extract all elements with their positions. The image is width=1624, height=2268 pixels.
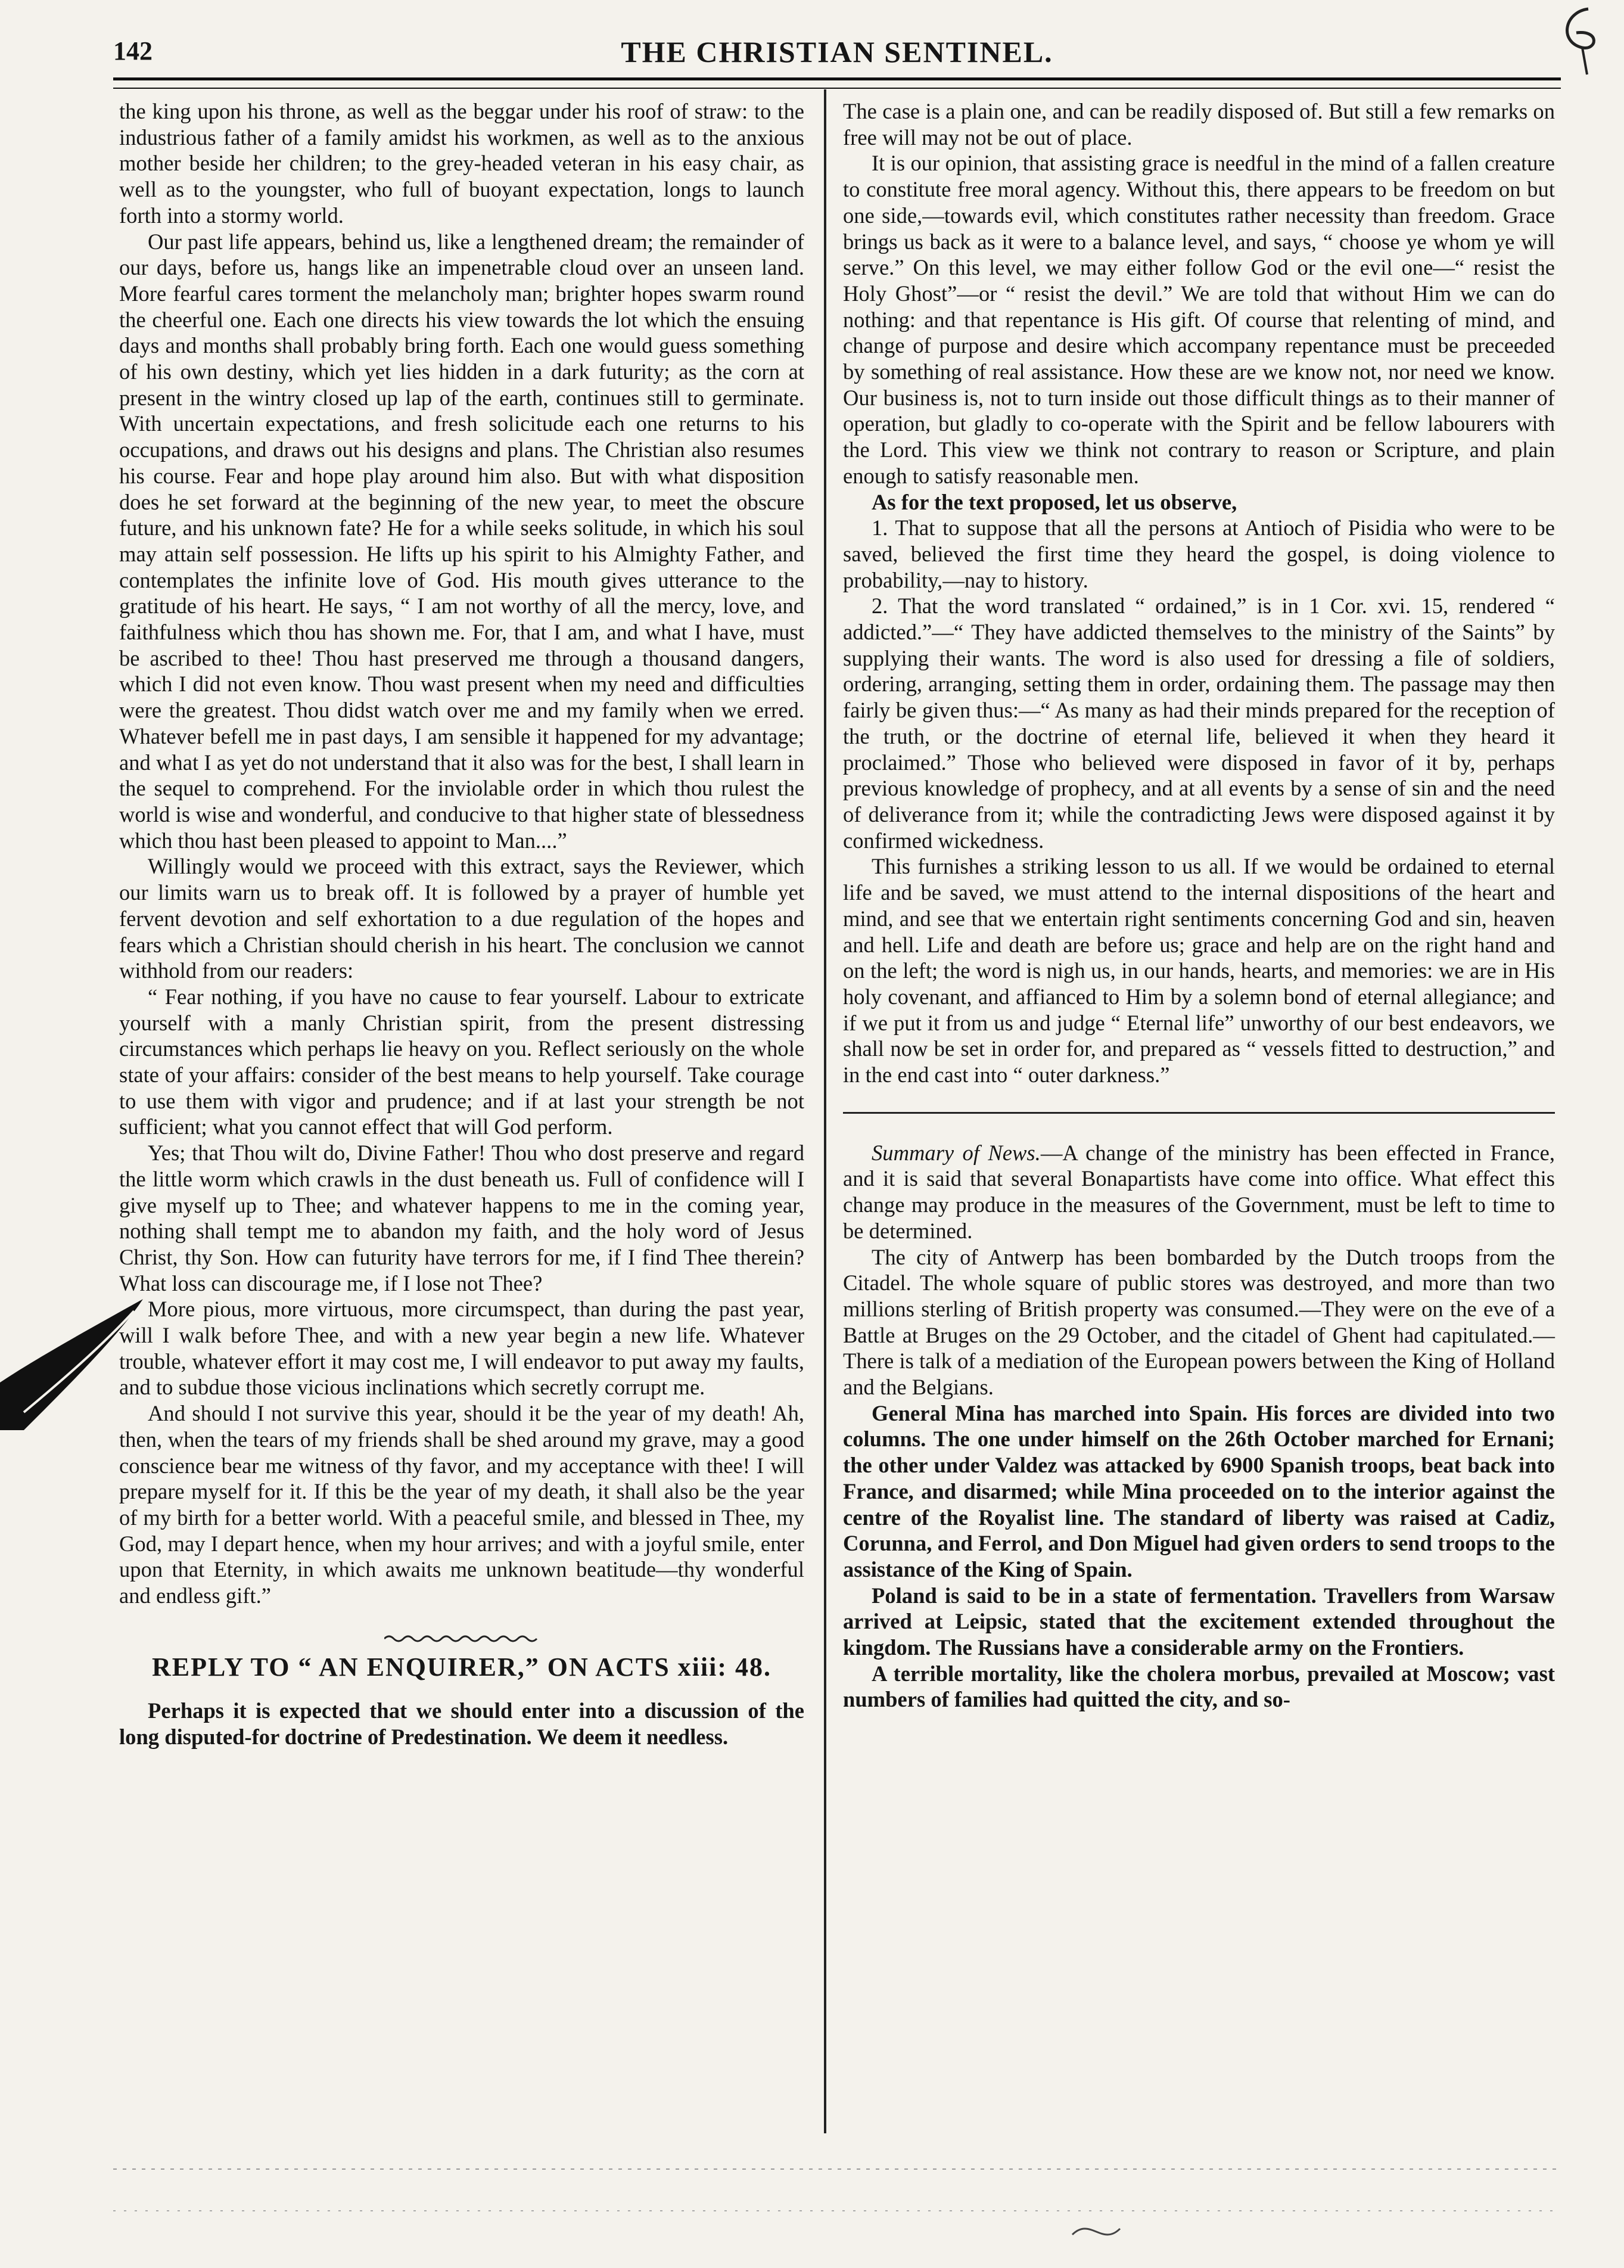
section-separator bbox=[119, 1624, 804, 1636]
article-paragraph: “ Fear nothing, if you have no cause to fear yourself. Labour to extricate yourself with a manly Christian spirit, from the present distressing circumstances which perhaps lie heavy on you. Reflect seriously on the whole state of your affairs: consider of the best means to help yourself. Take courage to use them with vigor and prudence; and if at last your strength be not sufficient; what you cannot effect that will God perform. bbox=[119, 984, 804, 1139]
article-paragraph: Our past life appears, behind us, like a lengthened dream; the remainder of our days, before us, hangs like an impenetrable cloud over an unseen land. More fearful cares torment the melancholy man; brighter hopes swarm round the cheerful one. Each one directs his view towards the lot which the ensuing days and months shall probably bring forth. Each one would guess something of his own destiny, which yet lies hidden in a dark futurity; as the corn at present in the wintry closed up lap of the earth, continues still to germinate. With uncertain expectations, and fresh solicitude each one returns to his occupations, and draws out his designs and plans. The Christian also resumes his course. Fear and hope play around him also. But with what disposition does he set forward at the beginning of the new year, to meet the obscure future, and his unknown fate? He for a while seeks solitude, in which his soul may attain self possession. He lifts up his spirit to his Almighty Father, and contemplates the infinite love of God. His mouth gives utterance to the gratitude of his heart. He says, “ I am not worthy of all the mercy, love, and faithfulness which thou has shown me. For, that I am, and what I have, must be ascribed to thee! Thou hast preserved me through a thousand dangers, which I did not even know. Thou wast present when my need and difficulties were the greatest. Thou didst watch over me and my family when we erred. Whatever befell me in past days, I am sensible it happened for my advantage; and what I as yet do not understand that it also was for the best, I shall learn in the sequel to comprehend. For the inviolable order in which thou rulest the world is wise and wonderful, and conducive to that higher state of blessedness which thou hast been pleased to appoint to Man....” bbox=[119, 229, 804, 853]
news-paragraph: Poland is said to be in a state of fermentation. Travellers from Warsaw arrived at Leipsic, stated that the excitement extended throughout the kingdom. The Russians have a considerable army on the Frontiers. bbox=[843, 1583, 1555, 1660]
page-number: 142 bbox=[113, 36, 153, 66]
news-paragraph: The city of Antwerp has been bombarded by the Dutch troops from the Citadel. The whole square of public stores was destroyed, and more than two millions sterling of British property was consumed.—They were on the eve of a Battle at Bruges on the 29 October, and the citadel of Ghent had capitulated.—There is talk of a mediation of the European powers between the King of Holland and the Belgians. bbox=[843, 1244, 1555, 1400]
news-paragraph: General Mina has marched into Spain. His forces are divided into two columns. The one under himself on the 26th October marched for Ernani; the other under Valdez was attacked by 6900 Spanish troops, beat back into France, and disarmed; while Mina proceeded on to the interior against the centre of the Royalist line. The standard of liberty was raised at Cadiz, Corunna, and Ferrol, and Don Miguel had given orders to send troops to the assistance of the King of Spain. bbox=[843, 1400, 1555, 1582]
article-paragraph: Perhaps it is expected that we should enter into a discussion of the long disputed-for doctrine of Predestination. We deem it needless. bbox=[119, 1698, 804, 1750]
article-paragraph: 1. That to suppose that all the persons at Antioch of Pisidia who were to be saved, believed the first time they heard the gospel, is doing violence to probability,—nay to history. bbox=[843, 515, 1555, 592]
article-paragraph: Willingly would we proceed with this extract, says the Reviewer, which our limits warn us to break off. It is followed by a prayer of humble yet fervent devotion and self exhortation to a due regulation of the hopes and fears which a Christian should cherish in his heart. The conclusion we cannot withhold from our readers: bbox=[119, 854, 804, 983]
article-paragraph: the king upon his throne, as well as the beggar under his roof of straw: to the industrious father of a family amidst his workmen, as well as to the anxious mother beside her children; to the grey-headed veteran in his easy chair, as well as to the youngster, who full of buoyant expectation, longs to launch forth into a stormy world. bbox=[119, 99, 804, 228]
news-text: —A change of the ministry has been effected in France, and it is said that several Bonapartists have come into office. What effect this change may produce in the measures of the Government, must be left to time to be determined. bbox=[843, 1140, 1555, 1243]
left-column bbox=[119, 98, 804, 1750]
news-separator bbox=[843, 1112, 1555, 1116]
reply-heading: REPLY TO “ AN ENQUIRER,” ON ACTS xiii: 48. bbox=[152, 1652, 771, 1682]
article-paragraph: This furnishes a striking lesson to us all. If we would be ordained to eternal life and be saved, we must attend to the internal dispositions of the heart and mind, and see that we entertain right sentiments concerning God and sin, heaven and hell. Life and death are before us; grace and help are on the right hand and on the left; the word is nigh us, in our hands, hearts, and memories: we are in His holy covenant, and affianced to Him by a solemn bond of eternal allegiance; and if we put it from us and judge “ Eternal life” unworthy of our best endeavors, we shall now be set in order for, and prepared as “ vessels fitted to destruction,” and in the end cast into “ outer darkness.” bbox=[843, 854, 1555, 1088]
news-paragraph bbox=[843, 1140, 1555, 1244]
article-paragraph: Yes; that Thou wilt do, Divine Father! Thou who dost preserve and regard the little worm which crawls in the dust beneath us. Full of confidence will I give myself up to Thee; and whatever happens to me in the coming year, nothing shall tempt me to abandon my faith, and the holy word of Jesus Christ, thy Son. How can futurity have terrors for me, if I find Thee therein? What loss can discourage me, if I lose not Thee? bbox=[119, 1141, 804, 1295]
article-paragraph: And should I not survive this year, should it be the year of my death! Ah, then, when the tears of my friends shall be shed around my grave, may a good conscience bear me witness of thy favor, and my acceptance with thee! I will prepare myself for it. If this be the year of my death, it shall also be the year of my birth for a better world. With a peaceful smile, and blessed in Thee, my God, may I depart hence, when my hour arrives; and with a joyful smile, enter upon that Eternity, in which awaits me unknown beatitude—thy wonderful and endless gift.” bbox=[119, 1401, 804, 1608]
article-paragraph: More pious, more virtuous, more circumspect, than during the past year, will I walk before Thee, and with a new year begin a new life. Whatever trouble, whatever effort it may cost me, I will endeavor to put away my faults, and to subdue those vicious inclinations which secretly corrupt me. bbox=[119, 1297, 804, 1400]
column-divider bbox=[824, 89, 826, 2133]
article-paragraph: The case is a plain one, and can be readily disposed of. But still a few remarks on free will may not be out of place. bbox=[843, 99, 1555, 150]
article-paragraph: It is our opinion, that assisting grace is needful in the mind of a fallen creature to constitute free moral agency. Without this, there appears to be freedom on but one side,—towards evil, which constitutes rather necessity than freedom. Grace brings us back as it were to a balance level, and says, “ choose ye whom ye will serve.” On this level, we may either follow God or the evil one—“ resist the Holy Ghost”—or “ resist the devil.” We are told that without Him we can do nothing: and that repentance is His gift. Of course that relenting of mind, and change of purpose and desire which accompany repentance must be preceeded by something of real assistance. How these are we know not, nor need we know. Our business is, not to turn inside out those difficult things as to their manner of operation, but gladly to co-operate with the Spirit and be fellow labourers with the Lord. This view we think not contrary to reason or Scripture, and plain enough to satisfy reasonable men. bbox=[843, 151, 1555, 488]
article-paragraph: As for the text proposed, let us observe, bbox=[872, 489, 1237, 514]
news-paragraph: A terrible mortality, like the cholera morbus, prevailed at Moscow; vast numbers of families had quitted the city, and so- bbox=[843, 1661, 1555, 1712]
header-rule bbox=[113, 77, 1561, 89]
pen-nib-mark bbox=[0, 1293, 149, 1430]
article-paragraph: 2. That the word translated “ ordained,” is in 1 Cor. xvi. 15, rendered “ addicted.”—“ They have addicted themselves to the ministry of the Saints” by supplying their wants. The word is also used for dressing a file of soldiers, ordering, arranging, setting them in order, ordaining them. The passage may then fairly be given thus:—“ As many as had their minds prepared for the reception of the truth, or the doctrine of eternal life, believed it when they heard it proclaimed.” Those who believed were disposed in favor of it by, perhaps previous knowledge of prophecy, and at all events by a sense of sin and the need of deliverance from it; while the contradicting Jews were disposed against it by confirmed wickedness. bbox=[843, 594, 1555, 853]
journal-title: THE CHRISTIAN SENTINEL. bbox=[621, 35, 1053, 69]
right-column bbox=[843, 98, 1555, 1713]
news-title: Summary of News. bbox=[872, 1140, 1041, 1165]
scan-noise bbox=[113, 2145, 1561, 2253]
